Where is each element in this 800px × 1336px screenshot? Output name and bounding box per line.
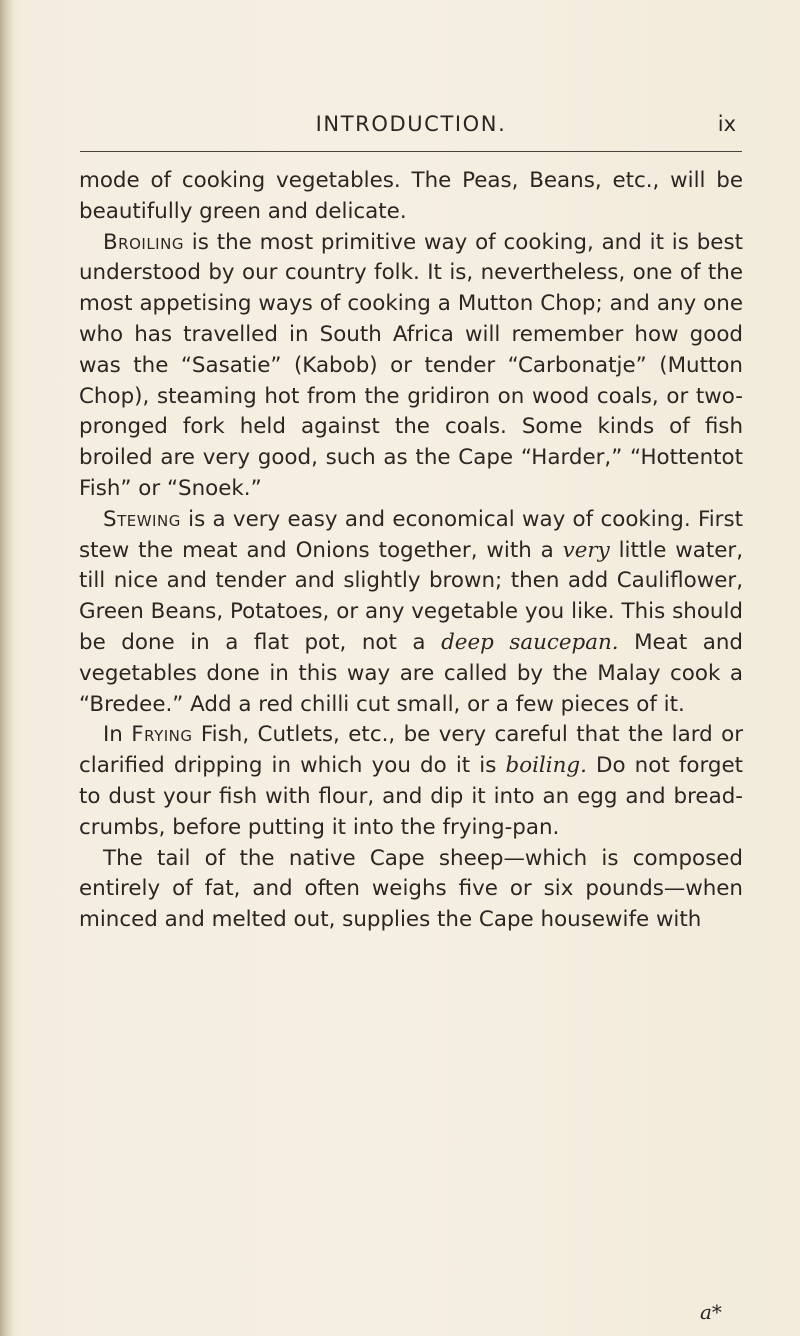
page-number: ix [717,112,736,136]
paragraph-continuation [79,166,743,228]
running-title: INTRODUCTION. [315,112,507,136]
section-lead-broiling: Broiling [103,229,184,255]
paragraph-text: Do not forget to dust your fish with flour, and dip it into an egg and bread-crumbs, before putting it into the frying-pan. [79,753,743,840]
paragraph-frying [79,720,743,843]
header-rule [80,151,742,152]
emphasis-very: very [562,537,610,563]
paragraph-text: is a very easy and economical way of cooking. First stew the meat and Onions together, with a [79,506,743,563]
page-gutter-shadow [0,0,14,1336]
paragraph-text: mode of cooking vegetables. The Peas, Beans, etc., will be beautifully green and delicate. [79,168,743,224]
signature-mark: a* [700,1300,722,1324]
paragraph-text: little water, till nice and tender and slightly brown; then add Cauliflower, Green Beans, Potatoes, or any vegetable you like. This should be done in a flat pot, not a [79,537,744,655]
paragraph-text: The tail of the native Cape sheep—which is composed entirely of fat, and often weighs five or six pounds—when minced and melted out, supplies the Cape housewife with [79,845,743,933]
section-lead-stewing: Stewing [103,506,181,532]
paragraph-broiling [79,228,743,505]
body-text [79,166,743,936]
paragraph-text: Fish, Cutlets, etc., be very careful that the lard or clarified dripping in which you do it is [79,722,743,779]
emphasis-deep-saucepan: deep saucepan. [441,629,619,655]
running-header [80,112,742,148]
paragraph-text: In [103,722,132,748]
paragraph-text: Meat and vegetables done in this way are called by the Malay cook a “Bredee.” Add a red chilli cut small, or a few pieces of it. [79,629,744,717]
paragraph-text: is the most primitive way of cooking, and it is best understood by our country folk. It is, nevertheless, one of the most appetising ways of cooking a Mutton Chop; and any one who has travelled in South Africa will remember how good was the “Sasatie” (Kabob) or tender “Carbonatje” (Mutton Chop), steaming hot from the gridiron on wood coals, or two-pronged fork held against the coals. Some kinds of fish broiled are very good, such as the Cape “Harder,” “Hottentot Fish” or “Snoek.” [79,229,743,501]
paragraph-tail [79,844,743,936]
section-lead-frying: Frying [131,722,193,748]
paragraph-stewing [79,505,743,721]
emphasis-boiling: boiling. [505,753,587,779]
